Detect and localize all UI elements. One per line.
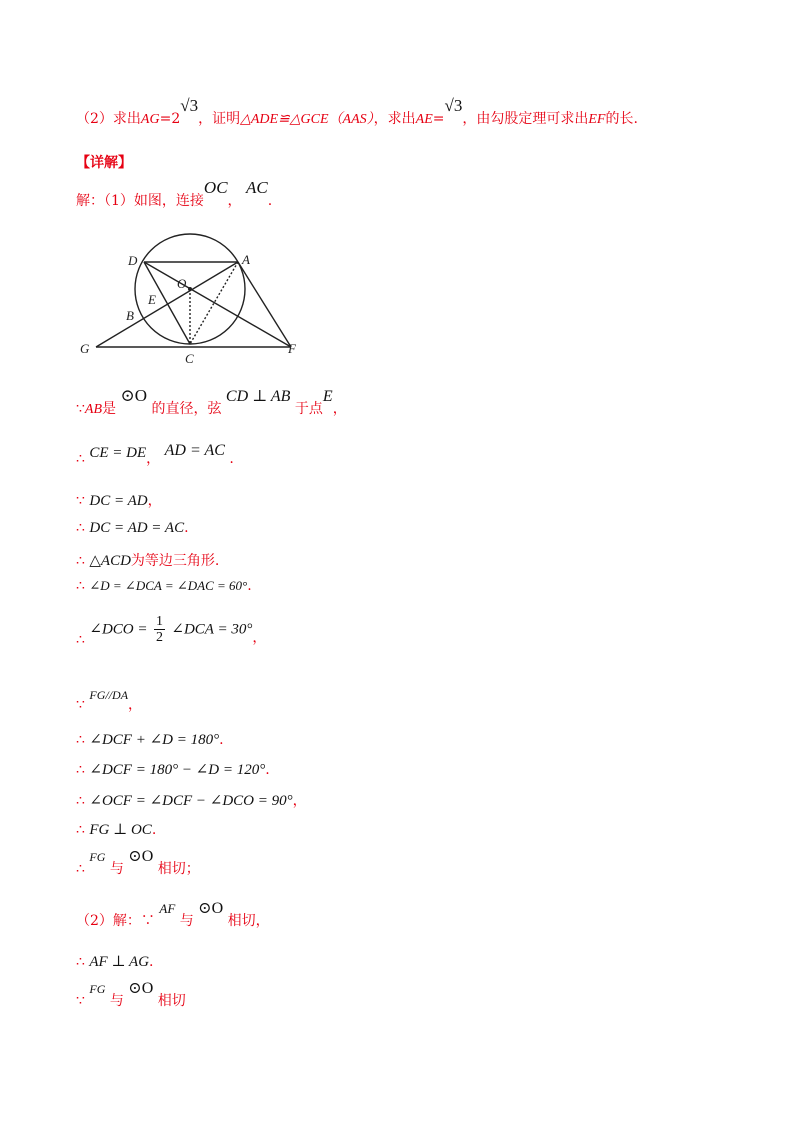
geometry-figure (76, 232, 316, 372)
fraction-half: $\frac{1}{2}$ (155, 614, 163, 645)
center-dot (188, 287, 192, 291)
step-12: ∴ FG ⊥ OC. (76, 822, 157, 838)
hint-part2: （2）求出AG=2√3，证明△ADE≌△GCE（AAS），求出AE=√3，由勾股定理可求出EF的长. (76, 96, 638, 127)
step-13: ∴ FG 与 ⊙O 相切； (76, 848, 200, 877)
step-6: ∴ ∠D = ∠DCA = ∠DAC = 60°. (76, 578, 252, 594)
label-g: G (80, 341, 90, 356)
section-heading: 【详解】 (76, 155, 132, 171)
step-2: ∴ CE = DE， AD = AC . (76, 442, 234, 467)
step-5: ∴ △ACD为等边三角形. (76, 553, 220, 569)
segment-af (238, 262, 291, 347)
label-c: C (185, 351, 194, 366)
step-4: ∴ DC = AD = AC. (76, 520, 189, 536)
step-9: ∴ ∠DCF + ∠D = 180°. (76, 732, 224, 748)
step-1: ∵AB是 ⊙O 的直径，弦 CD ⊥ AB 于点E， (76, 386, 347, 417)
label-o: O (177, 276, 187, 291)
step-8: ∵ FG//DA， (76, 688, 143, 713)
label-b: B (126, 308, 134, 323)
step-15: ∴ AF ⊥ AG. (76, 954, 154, 970)
label-a: A (242, 252, 250, 267)
label-f: F (288, 341, 296, 356)
label-e: E (148, 292, 156, 307)
label-d: D (128, 253, 138, 268)
step-11: ∴ ∠OCF = ∠DCF − ∠DCO = 90°， (76, 793, 307, 809)
step-10: ∴ ∠DCF = 180° − ∠D = 120°. (76, 762, 270, 778)
step-16: ∵ FG 与 ⊙O 相切 (76, 980, 186, 1009)
step-3: ∵ DC = AD， (76, 493, 162, 509)
solution-intro: 解：（1）如图，连接OC， AC. (76, 178, 273, 209)
step-7: ∴ ∠DCO = $\frac{1}{2}$ ∠DCA = 30°， (76, 614, 267, 648)
step-14: （2）解：∵ AF 与 ⊙O 相切， (76, 900, 270, 929)
